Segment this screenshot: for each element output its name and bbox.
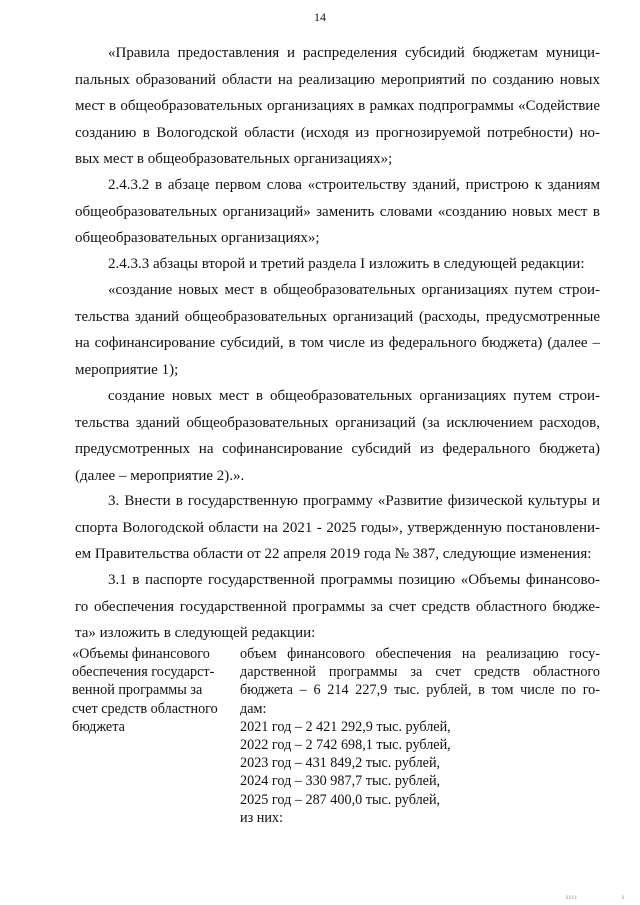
table-value-line: 2025 год – 287 400,0 тыс. рублей, [240,791,441,808]
table-value-line: из них: [240,809,283,826]
text-line: на софинансирование субсидий, в том числе из федерального бюджета) (далее – [75,335,600,351]
text-line: (далее – мероприятие 2).». [75,467,245,484]
text-line: мест в общеобразовательных организациях в рамках подпрограммы «Содействие [75,98,600,114]
table-label-line: обеспечения государст- [72,664,215,681]
table-value-line: 2024 год – 330 987,7 тыс. рублей, [240,773,441,790]
scan-mark-right: ı [622,893,624,901]
table-value-line: объем финансового обеспечения на реализацию госу- [240,646,600,662]
table-value-line: дарственной программы за счет средств областного [240,664,600,681]
text-line: 2.4.3.2 в абзаце первом слова «строительству зданий, пристрою к зданиям [108,177,600,193]
text-line: тельства зданий общеобразовательных организаций (расходы, предусмотренные [75,308,600,325]
text-line: мероприятие 1); [75,361,179,378]
table-value-line: 2023 год – 431 849,2 тыс. рублей, [240,755,441,772]
text-line: спорта Вологодской области на 2021 - 2025 годы», утвержденную постановлени- [75,519,600,536]
text-line: 3.1 в паспорте государственной программы позицию «Объемы финансово- [108,572,600,588]
text-line: тельства зданий общеобразовательных организаций (за исключением расходов, [75,414,600,431]
scan-mark-left: ıııı [566,893,578,901]
text-line: общеобразовательных организациях»; [75,230,320,246]
paragraph-2-4-3-3 [75,251,600,278]
text-line: «создание новых мест в общеобразовательных организациях путем строи- [108,282,600,298]
paragraph-measure-2 [75,383,600,489]
page-number: 14 [314,10,326,24]
text-line: 3. Внести в государственную программу «Развитие физической культуры и [108,493,600,509]
paragraph-3-1 [75,567,600,647]
funding-table-value-cell [240,645,600,827]
text-line: предусмотренных на софинансирование субсидий из федерального бюджета) [75,441,600,457]
table-label-line: счет средств областного [72,700,218,717]
table-value-line: дам: [240,700,267,717]
funding-table-label-cell [72,645,232,736]
table-value-line: бюджета – 6 214 227,9 тыс. рублей, в том числе по го- [240,682,600,699]
paragraph-measure-1 [75,277,600,383]
paragraph-rules-title [75,40,600,173]
text-line: вых мест в общеобразовательных организациях»; [75,151,393,167]
table-label-line: «Объемы финансового [72,646,210,662]
text-line: ем Правительства области от 22 апреля 2019 года № 387, следующие изменения: [75,546,592,562]
text-line: го обеспечения государственной программы за счет средств областного бюдже- [75,598,600,615]
paragraph-section-3 [75,488,600,568]
table-label-line: бюджета [72,718,125,735]
table-value-line: 2021 год – 2 421 292,9 тыс. рублей, [240,718,451,735]
text-line: создание новых мест в общеобразовательных организациях путем строи- [108,388,600,404]
table-label-line: венной программы за [72,682,203,699]
paragraph-2-4-3-2 [75,172,600,252]
text-line: пальных образований области на реализацию мероприятий по созданию новых [75,71,600,88]
text-line: общеобразовательных организаций» заменить словами «созданию новых мест в [75,203,600,220]
table-value-line: 2022 год – 2 742 698,1 тыс. рублей, [240,736,451,753]
text-line: та» изложить в следующей редакции: [75,625,316,641]
text-line: созданию в Вологодской области (исходя из прогнозируемой потребности) но- [75,124,600,141]
text-line: «Правила предоставления и распределения субсидий бюджетам муници- [108,45,600,61]
text-line: 2.4.3.3 абзацы второй и третий раздела I изложить в следующей редакции: [108,256,585,272]
